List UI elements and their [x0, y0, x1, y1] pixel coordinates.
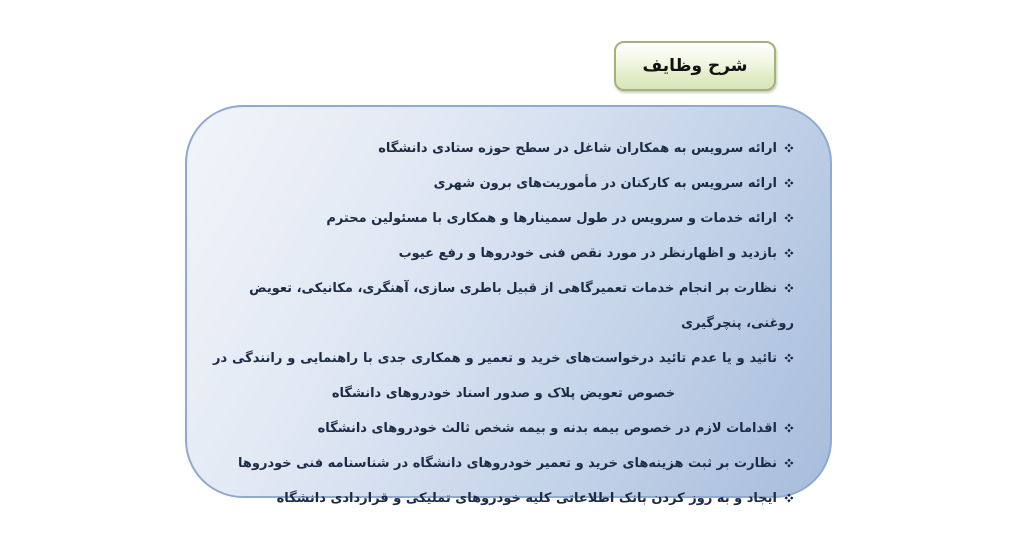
list-item — [213, 236, 794, 271]
diamond-bullet-icon — [784, 423, 794, 433]
duties-panel — [185, 105, 832, 506]
diamond-bullet-icon — [784, 283, 794, 293]
list-item — [213, 341, 794, 411]
diamond-bullet-icon — [784, 353, 794, 363]
diamond-bullet-icon — [784, 458, 794, 468]
list-item — [213, 481, 794, 516]
section-title-box — [614, 41, 776, 91]
duty-text: بازدید و اظهارنظر در مورد نقص فنی خودروها و رفع عیوب — [398, 246, 777, 261]
duty-text: ایجاد و به روز کردن بانک اطلاعاتی کلیه خودروهای تملیکی و قراردادی دانشگاه — [276, 491, 777, 506]
list-item — [213, 201, 794, 236]
list-item — [213, 411, 794, 446]
duty-text: اقدامات لازم در خصوص بیمه بدنه و بیمه شخص ثالث خودروهای دانشگاه — [317, 421, 777, 436]
duties-list — [213, 131, 794, 516]
duty-text: ارائه خدمات و سرویس در طول سمینارها و همکاری با مسئولین محترم — [326, 211, 777, 226]
list-item — [213, 446, 794, 481]
section-title: شرح وظایف — [642, 56, 748, 76]
duty-text: نظارت بر ثبت هزینه‌های خرید و تعمیر خودروهای دانشگاه در شناسنامه فنی خودروها — [237, 456, 777, 471]
diamond-bullet-icon — [784, 493, 794, 503]
diamond-bullet-icon — [784, 248, 794, 258]
duty-text: ارائه سرویس به کارکنان در مأموریت‌های برون شهری — [433, 176, 777, 191]
list-item — [213, 131, 794, 166]
diamond-bullet-icon — [784, 143, 794, 153]
duty-text: نظارت بر انجام خدمات تعمیرگاهی از قبیل باطری سازی، آهنگری، مکانیکی، تعویض روغنی، پنچرگیری — [249, 281, 794, 331]
list-item — [213, 166, 794, 201]
list-item — [213, 271, 794, 341]
diamond-bullet-icon — [784, 178, 794, 188]
duty-text: ارائه سرویس به همکاران شاغل در سطح حوزه ستادی دانشگاه — [378, 141, 777, 156]
diamond-bullet-icon — [784, 213, 794, 223]
duty-text: تائید و یا عدم تائید درخواست‌های خرید و تعمیر و همکاری جدی با راهنمایی و رانندگی در خصوص تعویض پلاک و صدور اسناد خودروهای دانشگاه — [213, 351, 777, 401]
